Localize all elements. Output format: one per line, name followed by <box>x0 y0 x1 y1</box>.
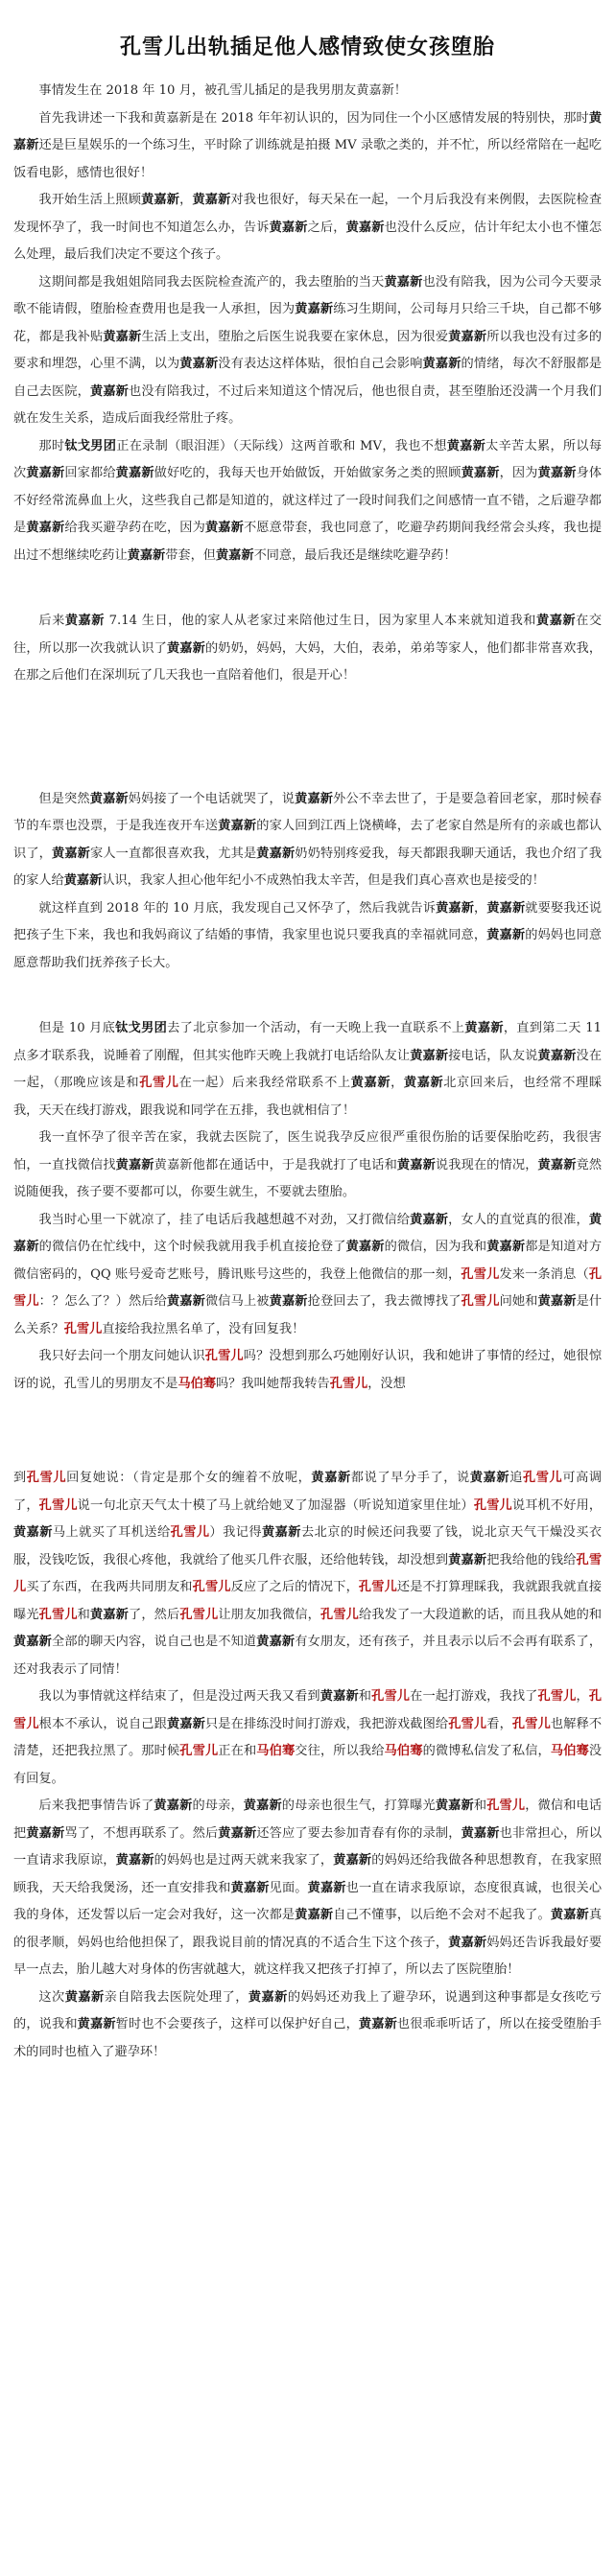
text-run: 回复她说：（肯定是那个女的缠着不放呢， <box>66 1471 312 1485</box>
text-run: 亲自陪我去医院处理了， <box>104 1989 248 2005</box>
text-run: 的母亲也很生气，打算曝光 <box>281 1799 436 1813</box>
text-run: 抢登回去了，我去微博找了 <box>307 1294 461 1309</box>
highlighted-name: 孔雪儿 <box>179 1744 219 1758</box>
bold-name: 黄嘉新 <box>166 640 205 656</box>
highlighted-name: 孔雪儿 <box>38 1497 78 1513</box>
highlighted-name: 孔雪儿 <box>192 1580 231 1594</box>
text-run: ， <box>576 1689 589 1704</box>
text-run: 也解释不清楚，还把我拉黑了。那时候 <box>13 1716 603 1758</box>
text-run: 的母亲， <box>192 1799 244 1813</box>
highlighted-name: 孔雪儿 <box>522 1471 563 1485</box>
text-run: ， <box>179 193 193 207</box>
text-run: 的情绪，每次不舒服都是自己去医院， <box>13 357 603 399</box>
highlighted-name: 马伯骞 <box>384 1744 423 1758</box>
highlighted-name: 孔雪儿 <box>461 1266 500 1282</box>
text-run: 也一直在请求我原谅，态度很真诚，也很关心我的身体，还发誓以后一定会对我好，这一次都是 <box>13 1880 603 1922</box>
bold-name: 黄嘉新 <box>403 1076 444 1090</box>
bold-name: 黄嘉新 <box>216 547 254 563</box>
bold-name: 黄嘉新 <box>537 1294 577 1309</box>
text-run: 和 <box>77 1607 91 1622</box>
highlighted-name: 孔雪儿 <box>371 1689 411 1704</box>
highlighted-name: 孔雪儿 <box>139 1076 179 1090</box>
text-run: 也没有陪我过，不过后来知道这个情况后，他也很自责，甚至堕胎还没满一个月我们就在发生关系，造成后面我经常肚子疼。 <box>13 383 603 426</box>
bold-name: 黄嘉新 <box>345 220 385 235</box>
text-run: 妈妈接了一个电话就哭了，说 <box>128 791 296 806</box>
text-run: 见面。 <box>269 1880 308 1895</box>
bold-name: 黄嘉新 <box>319 1689 359 1704</box>
bold-name: 黄嘉新 <box>448 329 487 344</box>
bold-name: 黄嘉新 <box>307 1880 346 1895</box>
text-run: 还是不打算理睬我，我就跟我就直接曝光 <box>13 1580 603 1622</box>
bold-name: 黄嘉新 <box>218 819 257 833</box>
highlighted-name: 马伯骞 <box>177 1376 216 1391</box>
bold-name: 黄嘉新 <box>230 1880 270 1895</box>
bold-name: 黄嘉新 <box>64 1989 105 2005</box>
bold-name: 黄嘉新 <box>192 193 231 207</box>
highlighted-name: 孔雪儿 <box>329 1376 368 1391</box>
text-run: 吗？我叫她帮我转告 <box>216 1376 330 1391</box>
text-run: 正在和 <box>218 1744 257 1758</box>
bold-name: 黄嘉新 <box>295 1908 334 1922</box>
text-run: 的奶奶，妈妈，大妈，大伯，表弟，弟弟等家人，他们都非常喜欢我，在那之后他们在深圳玩了几天我也一直陪着他们，很是开心！ <box>13 640 603 683</box>
bold-name: 黄嘉新 <box>13 1525 53 1540</box>
highlighted-name: 马伯骞 <box>550 1744 589 1758</box>
bold-name: 黄嘉新 <box>461 466 500 480</box>
bold-name: 黄嘉新 <box>89 791 129 806</box>
bold-name: 黄嘉新 <box>154 1799 193 1813</box>
bold-name: 黄嘉新 <box>218 1825 257 1841</box>
bold-name: 黄嘉新 <box>295 302 334 316</box>
bold-name: 黄嘉新 <box>243 1799 282 1813</box>
text-run: 竟然说随便我，孩子要不要都可以，你要生就生，不要就去堕胎。 <box>13 1157 603 1199</box>
text-run: 微信马上被 <box>204 1294 270 1309</box>
bold-name: 黄嘉新 <box>384 274 423 290</box>
text-run: 追 <box>509 1471 523 1485</box>
text-run: 交往，所以我给 <box>295 1744 385 1758</box>
text-run: 把我给他的钱给 <box>486 1552 577 1567</box>
bold-name: 黄嘉新 <box>448 1935 487 1950</box>
text-run: 根本不承认，说自己跟 <box>38 1716 167 1731</box>
page-title: 孔雪儿出轨插足他人感情致使女孩堕胎 <box>119 35 495 59</box>
text-run: 不愿意带套，我也同意了，吃避孕药期间我经常会头疼，我也提出过不想继续吃药让 <box>13 521 603 563</box>
bold-name: 黄嘉新 <box>77 2017 116 2031</box>
text-run: 这期间都是我姐姐陪同我去医院检查流产的，我去堕胎的当天 <box>38 274 385 290</box>
text-run: 我一直怀孕了很辛苦在家，我就去医院了，医生说我孕反应很严重很伤胎的话要保胎吃药，我很害怕，一直找微信找 <box>13 1130 602 1172</box>
text-run: 吗？没想到那么巧她刚好认识，我和她讲了事情的经过，她很惊讶的说，孔雪儿的男朋友不是 <box>13 1349 603 1391</box>
bold-name: 黄嘉新 <box>63 873 103 888</box>
paragraph <box>13 1683 602 1793</box>
spacer <box>13 569 602 608</box>
text-run: 带套，但 <box>165 547 216 563</box>
text-run: ，因为 <box>499 466 538 480</box>
text-run: ，微信和电话把 <box>13 1799 603 1841</box>
text-run: 都是知道对方微信密码的，QQ 账号爱奇艺账号，腾讯账号这些的，我登上他微信的那一刻， <box>13 1240 603 1282</box>
text-run: 就要娶我还说把孩子生下来，我也和我妈商议了结婚的事情，我家里也说只要我真的幸福就同意， <box>13 900 603 942</box>
text-run: 暂时也不会要孩子，这样可以保护好自己， <box>115 2017 359 2031</box>
text-run: 的妈妈也是过两天就来我家了， <box>154 1853 334 1868</box>
text-run: 也非常担心，所以一直请求我原谅， <box>13 1825 603 1868</box>
text-run: 那时 <box>38 438 65 453</box>
bold-name: 黄嘉新 <box>141 193 180 207</box>
bold-name: 黄嘉新 <box>166 1716 205 1731</box>
text-run: ，没想 <box>367 1376 406 1391</box>
bold-name: 黄嘉新 <box>537 466 577 480</box>
highlighted-name: 孔雪儿 <box>358 1580 397 1594</box>
spacer <box>13 1398 602 1465</box>
text-run: 直接给我拉黑名单了，没有回复我！ <box>102 1321 305 1336</box>
bold-name: 黄嘉新 <box>550 1908 589 1922</box>
bold-name: 黄嘉新 <box>350 1076 391 1090</box>
spacer <box>13 690 602 786</box>
text-run: 是什么关系？ <box>13 1294 603 1336</box>
bold-name: 黄嘉新 <box>486 928 526 942</box>
paragraph <box>13 1125 602 1207</box>
paragraph <box>13 608 602 690</box>
text-run: 说一句北京天气太十模了马上就给她叉了加湿器（听说知道家里住址） <box>77 1497 474 1513</box>
text-run: 也很乖乖听话了，所以在接受堕胎手术的同时也植入了避孕环！ <box>13 2017 603 2059</box>
text-run: 就这样直到 2018 年的 10 月底，我发现自己又怀孕了，然后我就告诉 <box>38 900 437 916</box>
bold-name: 黄嘉新 <box>469 1471 510 1485</box>
highlighted-name: 孔雪儿 <box>511 1716 551 1731</box>
bold-name: 黄嘉新 <box>422 357 461 371</box>
text-run: 去北京的时候还问我要了钱，说北京天气干燥没买衣服，没钱吃饭，我很心疼他，我就给了他买几件衣服，还给他转钱，却没想到 <box>13 1525 603 1567</box>
highlighted-name: 孔雪儿 <box>473 1497 512 1513</box>
spacer <box>13 977 602 1015</box>
bold-name: 黄嘉新 <box>446 438 486 453</box>
text-run: 黄嘉新他都在通话中，于是我就打了电话和 <box>154 1157 397 1172</box>
text-run: 正在录制（眼泪涯）（天际线）这两首歌和 MV，我也不想 <box>116 438 447 453</box>
text-run: 做好吃的，我每天也开始做饭，开始做家务之类的照顾 <box>154 466 461 480</box>
text-run: 到 <box>13 1471 27 1485</box>
text-run: 还是巨星娱乐的一个练习生，平时除了训练就是拍摄 MV 录歌之类的，并不忙，所以经常陪在一起吃饭看电影，感情也很好！ <box>13 138 602 180</box>
text-run: 的微博私信发了私信， <box>422 1744 551 1758</box>
bold-name: 黄嘉新 <box>537 1157 577 1172</box>
bold-name: 黄嘉新 <box>13 1212 603 1254</box>
highlighted-name: 孔雪儿 <box>13 1266 603 1309</box>
bold-name: 钛戈男团 <box>64 438 117 453</box>
highlighted-name: 马伯骞 <box>256 1744 296 1758</box>
text-run: 没有回复。 <box>13 1744 603 1786</box>
text-run: 没有表达这样体贴，很怕自己会影响 <box>218 357 423 371</box>
text-run: ：？怎么了？）然后给 <box>38 1294 167 1309</box>
highlighted-name: 孔雪儿 <box>26 1471 67 1485</box>
text-run: 去了北京参加一个活动，有一天晚上我一直联系不上 <box>167 1021 465 1035</box>
paragraph <box>13 1984 602 2067</box>
text-run: 还答应了要去参加青春有你的录制， <box>256 1825 461 1841</box>
highlighted-name: 孔雪儿 <box>319 1607 359 1622</box>
bold-name: 黄嘉新 <box>537 1048 577 1063</box>
bold-name: 黄嘉新 <box>26 1825 65 1841</box>
bold-name: 黄嘉新 <box>13 1635 52 1649</box>
bold-name: 黄嘉新 <box>269 220 308 235</box>
highlighted-name: 孔雪儿 <box>179 1607 219 1622</box>
text-run: 发来一条消息（ <box>499 1266 589 1282</box>
text-run: 我当时心里一下就凉了，挂了电话后我越想越不对劲，又打微信给 <box>38 1212 411 1227</box>
highlighted-name: 孔雪儿 <box>63 1321 103 1336</box>
bold-name: 黄嘉新 <box>295 791 334 806</box>
text-run: 的妈妈还给我做各种思想教育，在我家照顾我，天天给我煲汤，还一直安排我和 <box>13 1853 603 1895</box>
text-run: 看， <box>486 1716 512 1731</box>
text-run: 的微信仍在忙线中，这个时候我就用我手机直接抢登了 <box>38 1240 346 1254</box>
paragraph <box>13 895 602 978</box>
text-run: 事情发生在 2018 年 10 月，被孔雪儿插足的是我男朋友黄嘉新！ <box>38 83 407 98</box>
bold-name: 黄嘉新 <box>311 1471 351 1485</box>
text-run: 自己不懂事，以后绝不会对不起我了。 <box>333 1908 551 1922</box>
text-run: 也没有陪我，因为公司今天要录歌不能请假，堕胎检查费用也是我一人承担，因为 <box>13 274 603 316</box>
bold-name: 黄嘉新 <box>103 329 142 344</box>
text-run: 生活上支出，堕胎之后医生说我要在家休息，因为很爱 <box>141 329 449 344</box>
text-run: ，女人的直觉真的很准， <box>448 1212 589 1227</box>
text-run: 给我发了一大段道歉的话，而且我从她的和 <box>358 1607 603 1622</box>
highlighted-name: 孔雪儿 <box>486 1799 526 1813</box>
bold-name: 黄嘉新 <box>115 466 154 480</box>
bold-name: 黄嘉新 <box>262 1525 301 1540</box>
text-run: 反应了之后的情况下， <box>230 1580 359 1594</box>
text-run: 全部的聊天内容，说自己也是不知道 <box>52 1635 257 1649</box>
text-run: 和 <box>473 1799 487 1813</box>
bold-name: 黄嘉新 <box>410 1212 449 1227</box>
text-run: 之后， <box>307 220 346 235</box>
paragraph <box>13 78 602 105</box>
bold-name: 黄嘉新 <box>90 1607 130 1622</box>
text-run: 买了东西，在我两共同朋友和 <box>26 1580 193 1594</box>
bold-name: 黄嘉新 <box>127 547 166 563</box>
bold-name: 黄嘉新 <box>256 1635 296 1649</box>
text-run: 奶奶特别疼爱我，每天都跟我聊天通话，我也介绍了我的家人给 <box>13 846 603 888</box>
bold-name: 黄嘉新 <box>89 383 129 399</box>
bold-name: 黄嘉新 <box>333 1853 372 1868</box>
bold-name: 钛戈男团 <box>115 1021 168 1035</box>
bold-name: 黄嘉新 <box>115 1853 154 1868</box>
bold-name: 黄嘉新 <box>248 1989 288 2005</box>
highlighted-name: 孔雪儿 <box>204 1349 244 1363</box>
text-run: 在交往，所以那一次我就认识了 <box>13 614 603 656</box>
text-run: 但是 10 月底 <box>38 1021 116 1035</box>
bold-name: 黄嘉新 <box>204 521 244 535</box>
text-run: 和 <box>358 1689 372 1704</box>
bold-name: 黄嘉新 <box>256 846 296 861</box>
text-run: 让朋友加我微信， <box>218 1607 320 1622</box>
text-run: 接电话，队友说 <box>448 1048 538 1063</box>
text-run: 后来 <box>38 614 65 628</box>
text-run: ）我记得 <box>209 1525 263 1540</box>
text-run: 都说了早分手了，说 <box>350 1471 470 1485</box>
text-run: 北京回来后，也经常不理睬我，天天在线打游戏，跟我说和同学在五排，我也就相信了！ <box>13 1076 603 1118</box>
text-run: 但是突然 <box>38 791 90 806</box>
paragraph <box>13 269 602 433</box>
text-run: 后来我把事情告诉了 <box>38 1799 154 1813</box>
paragraph <box>13 187 602 269</box>
highlighted-name: 孔雪儿 <box>38 1607 78 1622</box>
paragraph <box>13 1207 602 1344</box>
highlighted-name: 孔雪儿 <box>461 1294 500 1309</box>
paragraph <box>13 1465 602 1683</box>
bold-name: 黄嘉新 <box>461 1825 500 1841</box>
text-run: 我开始生活上照顾 <box>38 193 142 207</box>
paragraph <box>13 1015 602 1125</box>
bold-name: 黄嘉新 <box>536 614 577 628</box>
text-run: 有女朋友，还有孩子，并且表示以后不会再有联系了，还对我表示了同情！ <box>13 1635 603 1677</box>
bold-name: 黄嘉新 <box>26 466 65 480</box>
paragraph <box>13 433 602 570</box>
bold-name: 黄嘉新 <box>269 1294 308 1309</box>
text-run: 我只好去问一个朋友问她认识 <box>38 1349 205 1363</box>
bold-name: 黄嘉新 <box>358 2017 397 2031</box>
text-run: 在一起）后来我经常联系不上 <box>178 1076 351 1090</box>
paragraph <box>13 1343 602 1398</box>
bold-name: 黄嘉新 <box>448 1552 487 1567</box>
text-run: 的家人回到江西上饶横峰，去了老家自然是所有的亲戚也都认识了， <box>13 819 603 861</box>
text-run: 认识，我家人担心他年纪小不成熟怕我太辛苦，但是我们真心喜欢也是接受的！ <box>102 873 545 888</box>
bold-name: 黄嘉新 <box>436 900 475 916</box>
bold-name: 黄嘉新 <box>396 1157 436 1172</box>
text-run: 妈妈还告诉我最好要早一点去，胎儿越大对身体的伤害就越大，就这样我又把孩子打掉了，所以去了医院堕胎！ <box>13 1935 603 1977</box>
text-run: 说耳机不好用， <box>511 1497 603 1513</box>
bold-name: 黄嘉新 <box>26 521 65 535</box>
text-run: ，直到第二天 11 点多才联系我，说睡着了刚醒，但其实他昨天晚上我就打电话给队友让 <box>13 1021 603 1063</box>
bold-name: 黄嘉新 <box>166 1294 205 1309</box>
text-run: 我以为事情就这样结束了，但是没过两天我又看到 <box>38 1689 320 1704</box>
text-run: 这次 <box>38 1989 65 2005</box>
text-run: 没在一起，（那晚应该是和 <box>13 1048 603 1090</box>
text-run: 回家都给 <box>64 466 116 480</box>
text-run: 也没什么反应，估计年纪太小也不懂怎么处理，最后我们决定不要这个孩子。 <box>13 220 603 262</box>
bold-name: 黄嘉新 <box>64 614 105 628</box>
text-run: 只是在排练没时间打游戏，我把游戏截图给 <box>204 1716 449 1731</box>
bold-name: 黄嘉新 <box>179 357 219 371</box>
text-run: 了，然后 <box>129 1607 180 1622</box>
text-run: 的妈妈也同意愿意帮助我们抚养孩子长大。 <box>13 928 603 970</box>
text-run: 不同意，最后我还是继续吃避孕药！ <box>253 547 457 563</box>
highlighted-name: 孔雪儿 <box>13 1552 603 1594</box>
text-run: 对我也很好，每天呆在一起，一个月后我没有来例假，去医院检查发现怀孕了，我一时间也不知道怎么办，告诉 <box>13 193 603 235</box>
text-run: 的微信，因为我和 <box>384 1240 487 1254</box>
bold-name: 黄嘉新 <box>486 1240 526 1254</box>
text-run: 在一起打游戏，我找了 <box>410 1689 538 1704</box>
text-run: 真的很孝顺，妈妈也给他担保了，跟我说目前的情况真的不适合生下这个孩子， <box>13 1908 603 1950</box>
text-run: 太辛苦太累，所以每次 <box>13 438 603 480</box>
text-run: 练习生期间，公司每月只给三千块，自己都不够花，都是我补贴 <box>13 302 603 344</box>
bold-name: 黄嘉新 <box>410 1048 449 1063</box>
text-run: 外公不幸去世了，于是要急着回老家，那时候春节的车票也没票，于是我连夜开车送 <box>13 791 603 833</box>
paragraph <box>13 1793 602 1984</box>
text-run: 可高调了， <box>13 1471 603 1513</box>
highlighted-name: 孔雪儿 <box>13 1689 603 1731</box>
bold-name: 黄嘉新 <box>345 1240 385 1254</box>
bold-name: 黄嘉新 <box>486 900 526 916</box>
paragraph <box>13 105 602 188</box>
text-run: 说我现在的情况， <box>435 1157 538 1172</box>
highlighted-name: 孔雪儿 <box>537 1689 577 1704</box>
text-run: 问她和 <box>499 1294 538 1309</box>
bold-name: 黄嘉新 <box>13 110 602 152</box>
text-run: 首先我讲述一下我和黄嘉新是在 2018 年年初认识的，因为同住一个小区感情发展的特别快，那时 <box>38 110 589 126</box>
highlighted-name: 孔雪儿 <box>170 1525 210 1540</box>
text-run: ， <box>474 900 487 916</box>
text-run: 给我买避孕药在吃，因为 <box>64 521 205 535</box>
text-run: 所以我也没有过多的要求和埋怨，心里不满，以为 <box>13 329 603 371</box>
text-run: 7.14 生日，他的家人从老家过来陪他过生日，因为家里人本来就知道我和 <box>104 614 536 628</box>
bold-name: 黄嘉新 <box>52 846 90 861</box>
bold-name: 黄嘉新 <box>464 1021 504 1035</box>
text-run: 家人一直都很喜欢我，尤其是 <box>90 846 257 861</box>
text-run: 马上就买了耳机送给 <box>52 1525 171 1540</box>
text-run: ， <box>390 1076 404 1090</box>
text-run: 身体不好经常流鼻血上火，这些我自己都是知道的，就这样过了一段时间我们之间感情一直不错，之后避孕都是 <box>13 466 603 535</box>
highlighted-name: 孔雪儿 <box>448 1716 487 1731</box>
bold-name: 黄嘉新 <box>115 1157 154 1172</box>
text-run: 的妈妈还劝我上了避孕环，说遇到这种事都是女孩吃亏的，说我和 <box>13 1989 603 2031</box>
bold-name: 黄嘉新 <box>435 1799 474 1813</box>
text-run: 骂了，不想再联系了。然后 <box>64 1825 219 1841</box>
paragraph <box>13 786 602 895</box>
